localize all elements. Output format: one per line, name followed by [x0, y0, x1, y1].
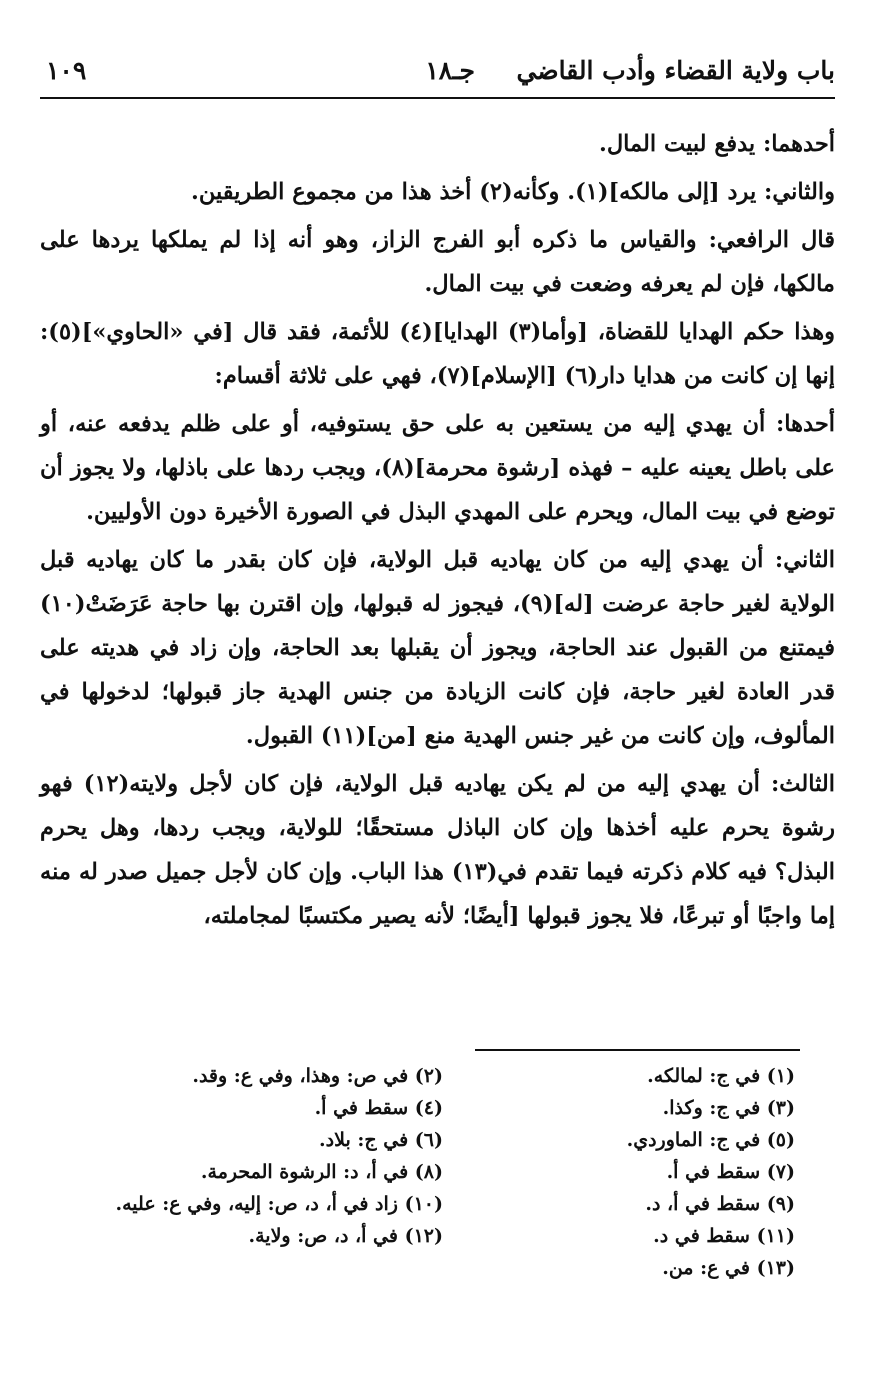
main-text: [40, 122, 835, 942]
chapter-title: باب ولاية القضاء وأدب القاضي: [516, 56, 835, 85]
footnote-rule: [475, 1049, 800, 1051]
footnote: (٣) في ج: وكذا.: [662, 1097, 795, 1119]
paragraph: أحدها: أن يهدي إليه من يستعين به على حق يستوفيه، أو على ظلم يدفعه عنه، أو على باطل يعينه عليه – فهذه [رشوة محرمة](٨)، ويجب ردها على باذلها، ولا يجوز أن توضع في بيت المال، ويحرم على المهدي البذل في الصورة الأخيرة دون الأوليين.: [40, 411, 835, 525]
footnote: (٧) سقط في أ.: [666, 1161, 795, 1183]
paragraph: وهذا حكم الهدايا للقضاة، [وأما(٣) الهدايا](٤) للأئمة، فقد قال [في «الحاوي»](٥): إنها إن كانت من هدايا دار(٦) [الإسلام](٧)، فهي على ثلاثة أقسام:: [40, 319, 835, 389]
footnote: (١٣) في ع: من.: [662, 1257, 795, 1279]
paragraph: قال الرافعي: والقياس ما ذكره أبو الفرج الزاز، وهو أنه إذا لم يملكها يردها على مالكها، فإن لم يعرفه وضعت في بيت المال.: [40, 227, 835, 297]
volume-number: جـ١٨: [425, 56, 475, 85]
footnotes-even: [116, 1060, 444, 1252]
footnote: (٩) سقط في أ، د.: [645, 1193, 795, 1215]
paragraph: الثالث: أن يهدي إليه من لم يكن يهاديه قبل الولاية، فإن كان لأجل ولايته(١٢) فهو رشوة يحرم عليه أخذها وإن كان الباذل مستحقًا؛ للولاية، ويجب ردها، وهل يحرم البذل؟ فيه كلام ذكرته فيما تقدم في(١٣) هذا الباب. وإن كان لأجل جميل صدر له منه إما واجبًا أو تبرعًا، فلا يجوز قبولها [أيضًا؛ لأنه يصير مكتسبًا لمجاملته،: [40, 771, 836, 929]
footnote: (٤) سقط في أ.: [314, 1097, 443, 1119]
footnote: (٨) في أ، د: الرشوة المحرمة.: [200, 1161, 443, 1183]
footnote: (١٠) زاد في أ، د، ص: إليه، وفي ع: عليه.: [115, 1193, 443, 1215]
paragraph: أحدهما: يدفع لبيت المال.: [599, 131, 835, 157]
paragraph: والثاني: يرد [إلى مالكه](١). وكأنه(٢) أخذ هذا من مجموع الطريقين.: [191, 179, 835, 205]
header-rule: [40, 97, 835, 99]
footnote: (٢) في ص: وهذا، وفي ع: وقد.: [192, 1065, 443, 1087]
paragraph: الثاني: أن يهدي إليه من كان يهاديه قبل الولاية، فإن كان بقدر ما كان يهاديه قبل الولاية لغير حاجة عرضت [له](٩)، فيجوز له قبولها، وإن اقترن بها حاجة عَرَضَتْ(١٠) فيمتنع من القبول عند الحاجة، ويجوز أن يقبلها بعد الحاجة، وإن زاد في هديته على قدر العادة لغير حاجة، فإن كانت الزيادة من جنس الهدية جاز قبولها؛ لدخولها في المألوف، وإن كانت من غير جنس الهدية منع [من](١١) القبول.: [40, 547, 835, 749]
running-header: [40, 52, 835, 96]
footnote: (١١) سقط في د.: [653, 1225, 795, 1247]
footnotes-odd: [627, 1060, 795, 1284]
footnote: (٥) في ج: الماوردي.: [626, 1129, 795, 1151]
page-number: ١٠٩: [46, 56, 87, 85]
footnote: (١) في ج: لمالكه.: [647, 1065, 795, 1087]
footnote: (٦) في ج: بلاد.: [319, 1129, 443, 1151]
footnote: (١٢) في أ، د، ص: ولاية.: [248, 1225, 443, 1247]
